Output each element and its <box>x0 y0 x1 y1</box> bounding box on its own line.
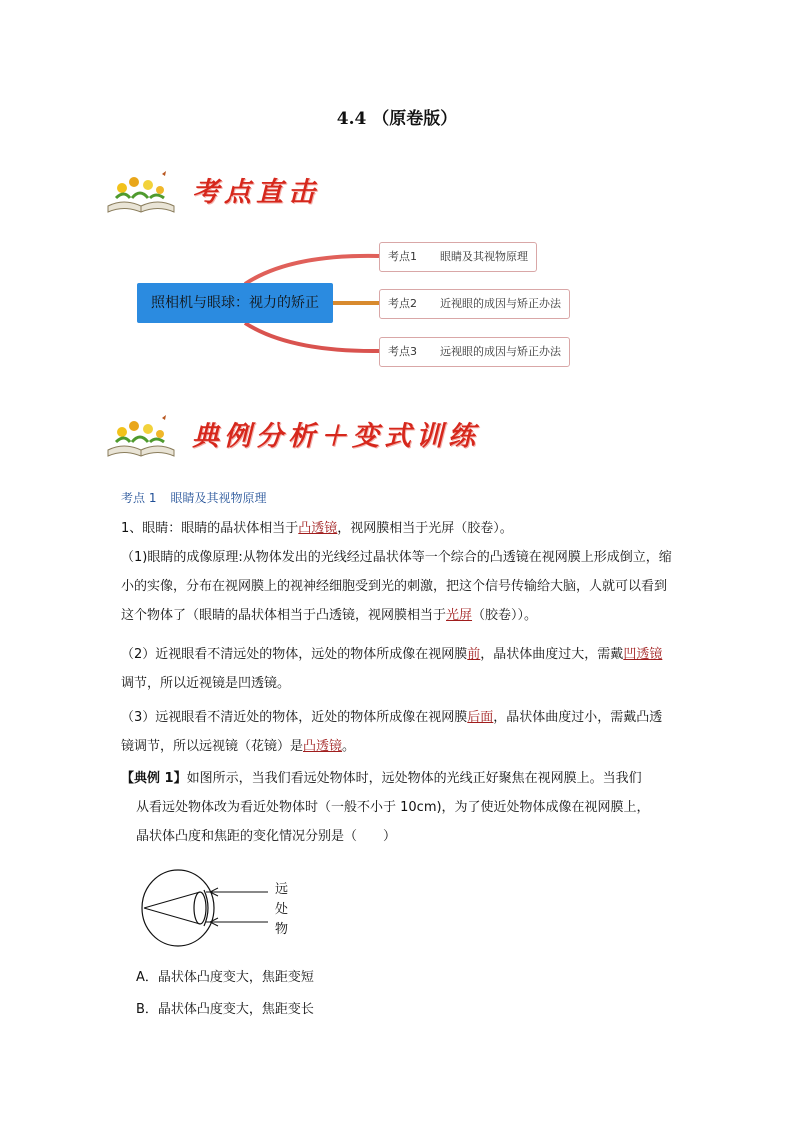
underlined-answer: 凸透镜 <box>298 521 338 536</box>
example-line-3: 晶状体凸度和焦距的变化情况分别是（ ） <box>136 829 397 844</box>
text: ，晶状体曲度过小，需戴凸透镜调节，所以远视镜（花镜）是 <box>121 710 663 754</box>
paragraph-2 <box>121 543 673 630</box>
node-tag: 考点1 <box>388 250 417 263</box>
section-heading-kaodian <box>104 168 524 216</box>
section-title-kaodian: 考点直击 <box>192 177 320 208</box>
book-flower-icon <box>104 168 178 216</box>
mindmap-node-3 <box>379 337 570 367</box>
book-flower-icon <box>104 412 178 460</box>
paragraph-3 <box>121 640 673 698</box>
text: ，视网膜相当于光屏（胶卷）。 <box>337 521 513 536</box>
underlined-answer: 后面 <box>467 710 494 725</box>
text: ，晶状体曲度过大，需戴 <box>480 647 624 662</box>
text: 1、眼睛：眼睛的晶状体相当于 <box>121 521 299 536</box>
paragraph-4 <box>121 703 673 761</box>
example-line-2: 从看远处物体改为看近处物体时（一般不小于 10cm)，为了使近处物体成像在视网膜上， <box>136 800 650 815</box>
text: 如图所示，当我们看远处物体时，远处物体的光线正好聚焦在视网膜上。当我们 <box>186 771 642 786</box>
text: （1)眼睛的成像原理:从物体发出的光线经过晶状体等一个综合的凸透镜在视网膜上形成倒立，缩小的实像，分布在视网膜上的视神经细胞受到光的刺激，把这个信号传输给大脑，人就可以看到这个物体了（眼睛的晶状体相当于凸透镜，视网膜相当于 <box>121 550 672 623</box>
text: 。 <box>342 739 356 754</box>
option-a: A．晶状体凸度变大，焦距变短 <box>136 970 314 985</box>
node-text: 眼睛及其视物原理 <box>440 250 528 263</box>
node-tag: 考点2 <box>388 297 417 310</box>
underlined-answer: 前 <box>467 647 481 662</box>
node-text: 远视眼的成因与矫正办法 <box>440 345 561 358</box>
example-label: 【典例 1】 <box>121 771 187 786</box>
mindmap-node-2 <box>379 289 570 319</box>
kaodian-1-heading <box>121 489 266 506</box>
example-1 <box>121 764 676 851</box>
kaodian-title: 眼睛及其视物原理 <box>170 491 267 505</box>
section-title-dianli: 典例分析＋变式训练 <box>192 421 480 452</box>
example-line-1 <box>121 764 676 793</box>
node-text: 近视眼的成因与矫正办法 <box>440 297 561 310</box>
figure-label-1: 远 <box>275 882 289 897</box>
text: （2）近视眼看不清远处的物体，远处的物体所成像在视网膜 <box>121 647 468 662</box>
mindmap-root: 照相机与眼球：视力的矫正 <box>137 283 333 323</box>
kaodian-label: 考点 1 <box>121 491 157 505</box>
paragraph-1 <box>121 514 673 543</box>
text: （胶卷））。 <box>472 608 538 623</box>
mindmap-node-1 <box>379 242 537 272</box>
option-b: B．晶状体凸度变大，焦距变长 <box>136 1002 314 1017</box>
text: 调节，所以近视镜是凹透镜。 <box>121 676 291 691</box>
section-heading-dianli <box>104 412 524 460</box>
underlined-answer: 光屏 <box>446 608 473 623</box>
underlined-answer: 凹透镜 <box>623 647 663 662</box>
text: （3）远视眼看不清近处的物体，近处的物体所成像在视网膜 <box>121 710 468 725</box>
figure-label-2: 处 <box>275 902 289 917</box>
page-title: 4.4 （原卷版） <box>336 109 458 129</box>
underlined-answer: 凸透镜 <box>303 739 343 754</box>
mindmap <box>0 230 794 380</box>
figure-label-3: 物 <box>275 922 289 937</box>
node-tag: 考点3 <box>388 345 417 358</box>
